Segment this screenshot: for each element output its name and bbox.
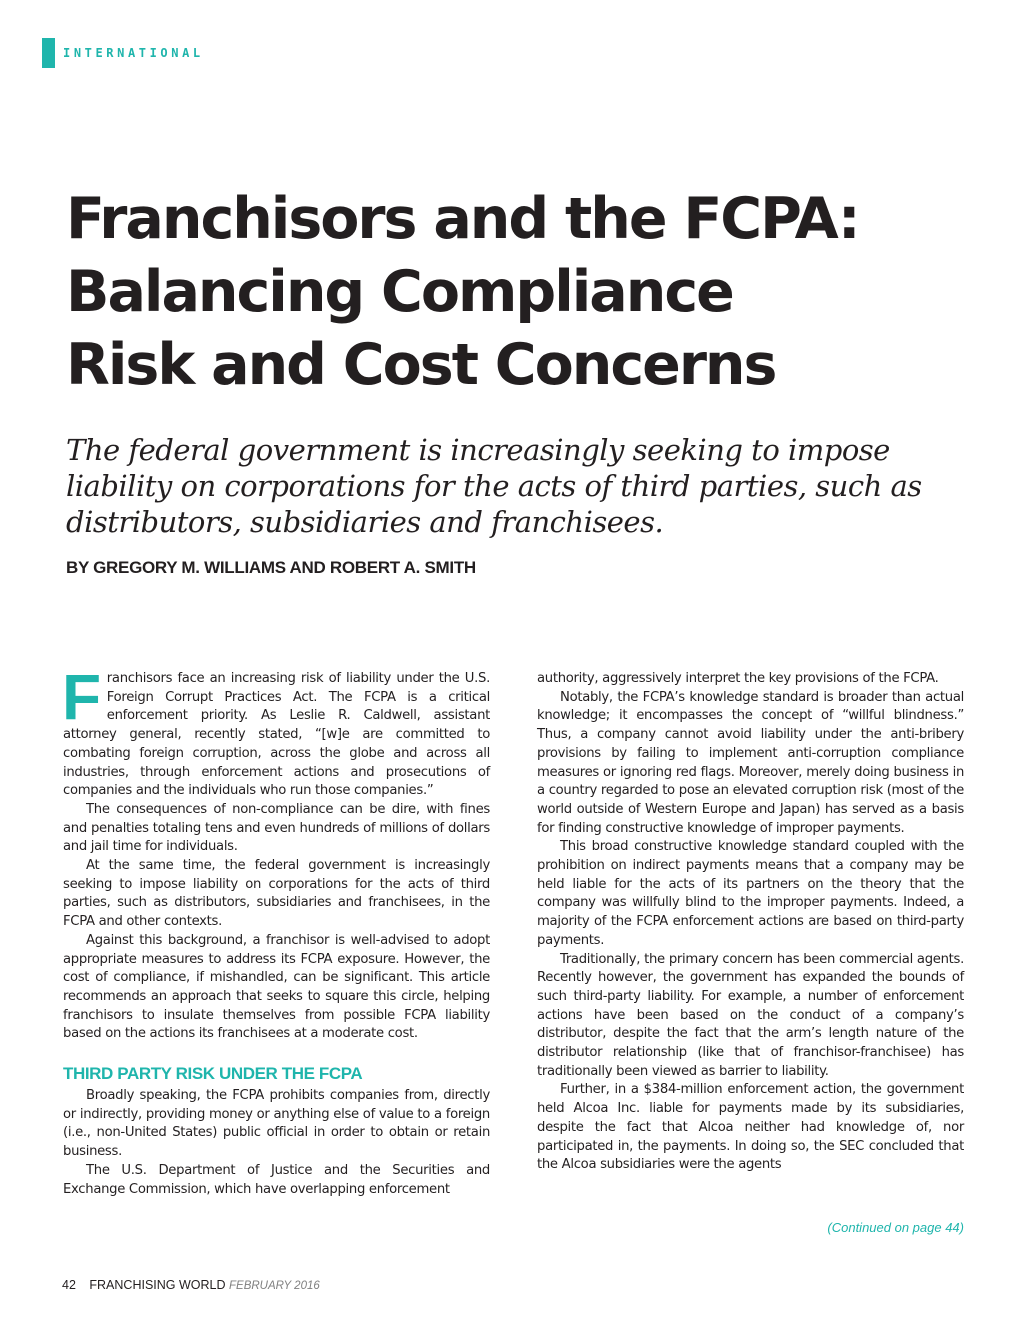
body-paragraph: The U.S. Department of Justice and the Securities and Exchange Commission, which have overlapping enforcement	[63, 1162, 490, 1197]
left-column	[62, 661, 490, 1199]
drop-cap: F	[62, 661, 101, 733]
body-paragraph: This broad constructive knowledge standard coupled with the prohibition on indirect payments means that a company may be held liable for the acts of its partners on the theory that the company was willfully blind to the improper payments. Indeed, a majority of the FCPA enforcement actions are based on third-party payments.	[537, 839, 964, 948]
body-paragraph: Broadly speaking, the FCPA prohibits companies from, directly or indirectly, providing money or anything else of value to a foreign (i.e., non-United States) public official in order to obtain or retain business.	[63, 1088, 490, 1160]
dek-line: The federal government is increasingly seeking to impose	[66, 433, 890, 467]
body-paragraph: authority, aggressively interpret the key provisions of the FCPA.	[537, 671, 939, 686]
title-line: Franchisors and the FCPA:	[66, 186, 859, 252]
body-paragraph: Against this background, a franchisor is well-advised to adopt appropriate measures to address its FCPA exposure. However, the cost of compliance, if mishandled, can be significant. This article recommends an approach that seeks to square this circle, helping franchisors to insulate themselves from possible FCPA liability based on the actions its franchisees at a moderate cost.	[63, 932, 490, 1042]
section-label: INTERNATIONAL	[63, 46, 204, 60]
title-line: Balancing Compliance	[66, 259, 733, 325]
publication-name: FRANCHISING WORLD	[89, 1278, 226, 1292]
section-accent-bar	[42, 38, 55, 68]
body-paragraph: Notably, the FCPA’s knowledge standard is broader than actual knowledge; it encompasses the concept of “willful blindness.” Thus, a company cannot avoid liability under the anti-bribery provisions by failing to implement anti-corruption compliance measures or ignoring red flags. Moreover, merely doing business in a country regarded to pose an elevated corruption risk (most of the world outside of Western Europe and Japan) has served as a basis for finding constructive knowledge of improper payments.	[537, 689, 964, 836]
page-footer	[62, 1278, 320, 1292]
paragraph-text: ranchisors face an increasing risk of liability under the U.S. Foreign Corrupt Practices Act. The FCPA is a critical enforcement priority. As Leslie R. Caldwell, assistant attorney general, recently stated, “[w]e are committed to combating foreign corruption, across the globe and across all industries, through enforcement actions and prosecutions of companies and the individuals who run those companies.”	[63, 671, 490, 799]
section-tag	[42, 38, 204, 68]
continued-link[interactable]: (Continued on page 44)	[827, 1220, 964, 1235]
body-paragraph: The consequences of non-compliance can be dire, with fines and penalties totaling tens and even hundreds of millions of dollars and jail time for individuals.	[63, 801, 490, 855]
body-paragraph: Further, in a $384-million enforcement action, the government held Alcoa Inc. liable for payments made by its subsidiaries, despite the fact that Alcoa neither had knowledge of, nor participated in, the payments. In doing so, the SEC concluded that the Alcoa subsidiaries were the agents	[537, 1082, 964, 1173]
body-paragraph: Traditionally, the primary concern has been commercial agents. Recently however, the government has expanded the bounds of such third-party liability. For example, a number of enforcement actions have been based on the conduct of a company’s distributor, despite the fact that the arm’s length nature of the distributor relationship (like that of franchisor-franchisee) has traditionally been viewed as barrier to liability.	[537, 951, 964, 1079]
dek-line: liability on corporations for the acts of third parties, such as	[66, 469, 922, 503]
byline: BY GREGORY M. WILLIAMS AND ROBERT A. SMITH	[66, 558, 476, 577]
article-dek	[66, 432, 966, 540]
page-number: 42	[62, 1278, 76, 1292]
dek-line: distributors, subsidiaries and franchisees.	[66, 505, 664, 539]
body-paragraph	[62, 661, 490, 801]
title-line: Risk and Cost Concerns	[66, 332, 776, 398]
issue-date: FEBRUARY 2016	[229, 1280, 320, 1292]
right-column	[537, 670, 964, 1175]
subhead: THIRD PARTY RISK UNDER THE FCPA	[63, 1064, 363, 1084]
body-paragraph: At the same time, the federal government is increasingly seeking to impose liability on corporations for the acts of third parties, such as distributors, subsidiaries and franchisees, in the FCPA and other contexts.	[63, 858, 490, 930]
article-title	[66, 183, 986, 402]
